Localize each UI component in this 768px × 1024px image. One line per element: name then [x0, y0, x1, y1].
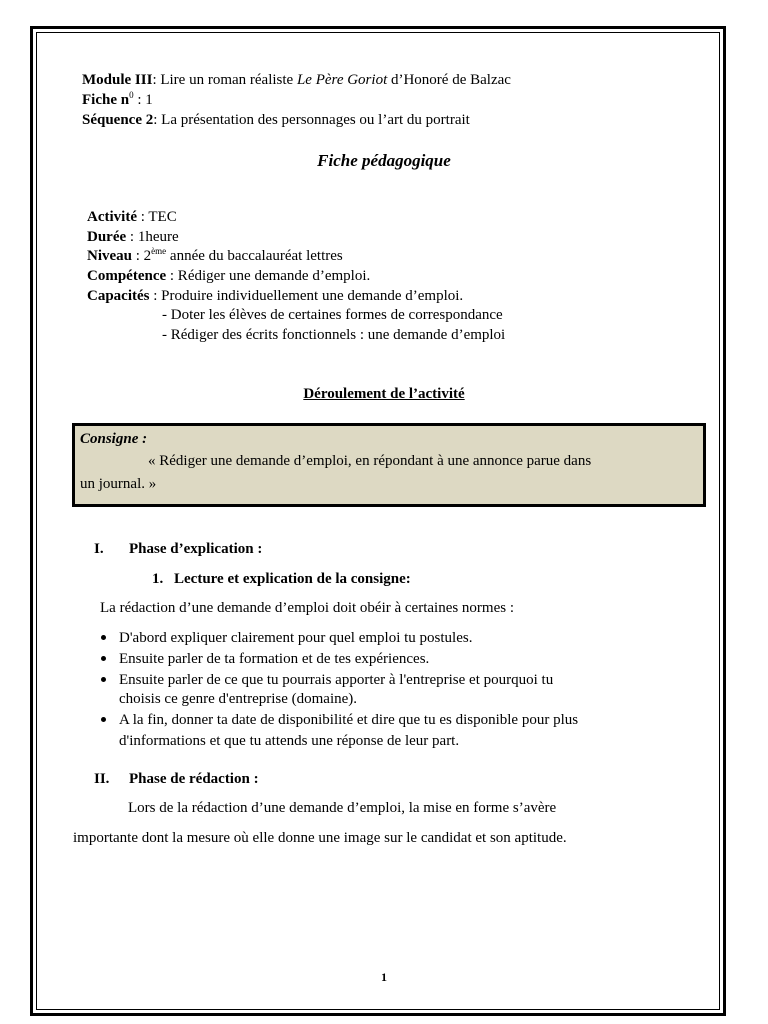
activite-label: Activité [87, 209, 137, 225]
bullet-dot-icon [101, 635, 106, 640]
duree-line [87, 228, 179, 246]
bullet-3-cont: choisis ce genre d'entreprise (domaine). [119, 691, 358, 707]
competence-value: : Rédiger une demande d’emploi. [166, 268, 371, 284]
bullet-dot-icon [101, 717, 106, 722]
fiche-sup: 0 [129, 90, 134, 100]
module-label: Module III [82, 72, 153, 88]
fiche-line [82, 91, 153, 109]
bullet-4: A la fin, donner ta date de disponibilité et dire que tu es disponible pour plus [119, 712, 579, 728]
bullet-1: D'abord expliquer clairement pour quel emploi tu postules. [119, 630, 473, 646]
sequence-text: : La présentation des personnages ou l’art du portrait [153, 112, 470, 128]
phase2-numeral: II. [94, 771, 110, 787]
page-border-inner [36, 32, 720, 1010]
capacites-value: : Produire individuellement une demande d’emploi. [149, 288, 464, 304]
fiche-text: : 1 [133, 92, 153, 108]
capacites-sub-1: - Doter les élèves de certaines formes de correspondance [162, 307, 503, 323]
sequence-label: Séquence 2 [82, 112, 154, 128]
phase1-sub-title: Lecture et explication de la consigne: [174, 571, 411, 587]
capacites-sub-2: - Rédiger des écrits fonctionnels : une demande d’emploi [162, 327, 506, 343]
phase1-sub-number: 1. [152, 571, 164, 587]
phase1-intro: La rédaction d’une demande d’emploi doit obéir à certaines normes : [100, 600, 515, 616]
sequence-line [82, 111, 470, 129]
duree-label: Durée [87, 229, 127, 245]
module-book: Le Père Goriot [296, 72, 388, 88]
page-number: 1 [381, 970, 387, 984]
consigne-line-2: un journal. » [80, 476, 157, 492]
capacites-line [87, 287, 463, 305]
activite-line [87, 208, 177, 226]
deroulement-title: Déroulement de l’activité [303, 386, 465, 402]
module-text: : Lire un roman réaliste [152, 72, 297, 88]
competence-label: Compétence [87, 268, 167, 284]
page-title: Fiche pédagogique [317, 151, 451, 170]
capacites-label: Capacités [87, 288, 150, 304]
niveau-sup: ème [151, 246, 167, 256]
phase2-line-2: importante dont la mesure où elle donne une image sur le candidat et son aptitude. [73, 830, 567, 846]
module-author: d’Honoré de Balzac [387, 72, 511, 88]
consigne-label: Consigne : [80, 431, 148, 447]
fiche-label: Fiche n [82, 92, 130, 108]
niveau-value: année du baccalauréat lettres [166, 248, 343, 264]
bullet-4-cont: d'informations et que tu attends une réponse de leur part. [119, 733, 460, 749]
bullet-2: Ensuite parler de ta formation et de tes expériences. [119, 651, 430, 667]
consigne-line-1: « Rédiger une demande d’emploi, en répondant à une annonce parue dans [148, 453, 592, 469]
module-line [82, 71, 511, 89]
niveau-pre: : 2 [132, 248, 152, 264]
bullet-3: Ensuite parler de ce que tu pourrais apporter à l'entreprise et pourquoi tu [119, 672, 554, 688]
bullet-dot-icon [101, 656, 106, 661]
competence-line [87, 267, 370, 285]
phase2-title: Phase de rédaction : [129, 771, 259, 787]
phase1-numeral: I. [94, 541, 104, 557]
niveau-label: Niveau [87, 248, 132, 264]
phase1-title: Phase d’explication : [129, 541, 263, 557]
phase2-line-1: Lors de la rédaction d’une demande d’emploi, la mise en forme s’avère [128, 800, 557, 816]
bullet-dot-icon [101, 677, 106, 682]
duree-value: : 1heure [126, 229, 179, 245]
activite-value: : TEC [136, 209, 177, 225]
niveau-line [87, 247, 343, 265]
